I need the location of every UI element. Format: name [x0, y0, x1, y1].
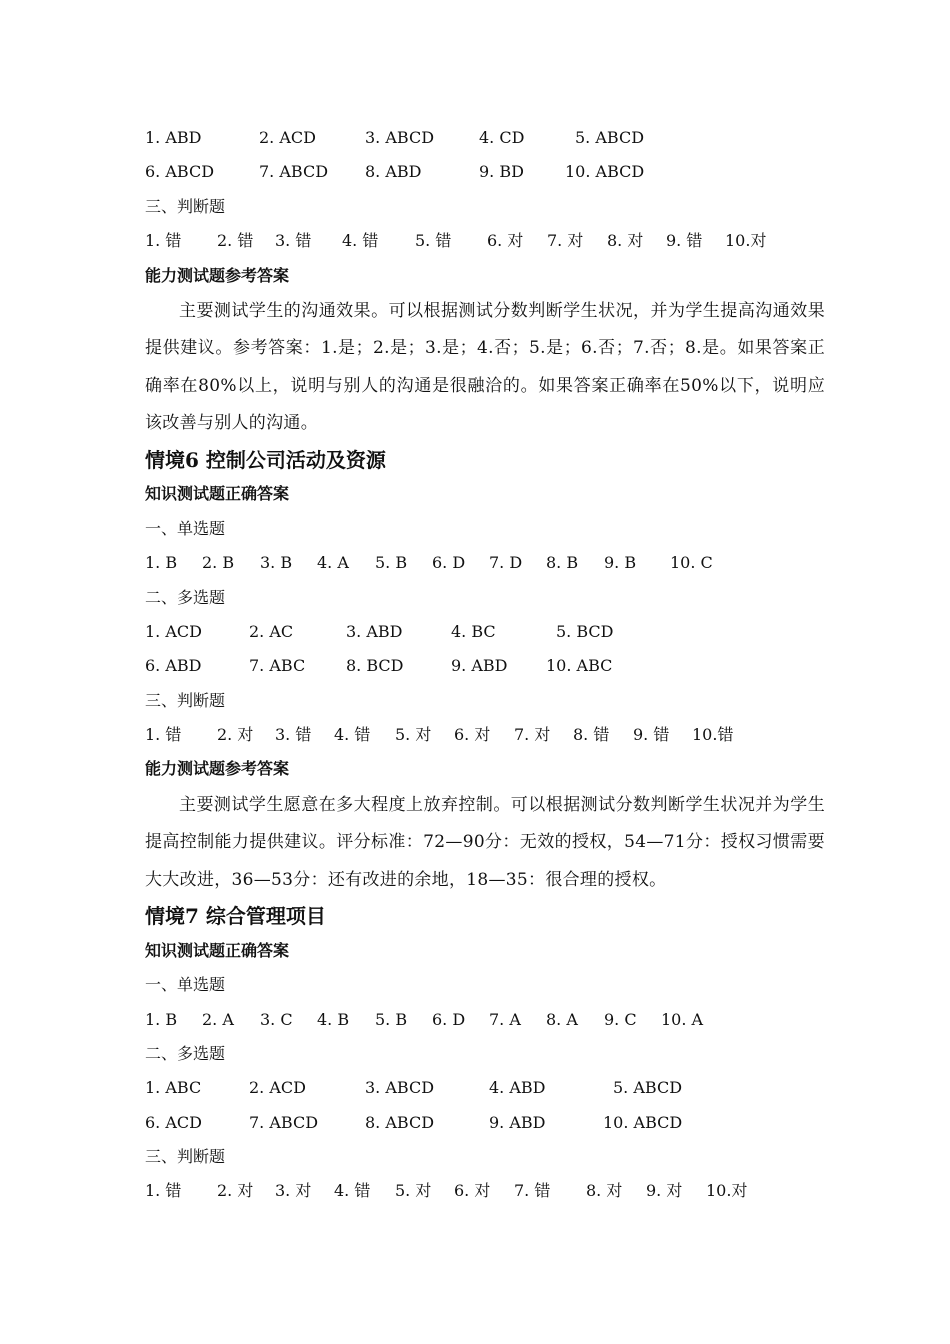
answer: 5. BCD — [556, 621, 614, 641]
ability-answer-text: 主要测试学生愿意在多大程度上放弃控制。可以根据测试分数判断学生状况并为学生提高控制能力提供建议。评分标准：72—90分：无效的授权，54—71分：授权习惯需要大大改进，36—53分：还有改进的余地，18—35：很合理的授权。 — [145, 794, 825, 890]
answer: 2. 错 — [217, 231, 254, 251]
answer: 9. 错 — [633, 725, 670, 745]
multi-choice-row — [145, 1106, 825, 1140]
knowledge-heading: 知识测试题正确答案 — [145, 940, 290, 960]
ability-heading: 能力测试题参考答案 — [145, 759, 290, 779]
answer: 6. ACD — [145, 1112, 202, 1132]
answer: 2. A — [202, 1009, 234, 1029]
ability-answer-text: 主要测试学生的沟通效果。可以根据测试分数判断学生状况，并为学生提高沟通效果提供建议。参考答案：1.是；2.是；3.是；4.否；5.是；6.否；7.否；8.是。如果答案正确率在80%以上，说明与别人的沟通是很融洽的。如果答案正确率在50%以下，说明应该改善与别人的沟通。 — [145, 300, 825, 434]
answer: 7. 对 — [547, 231, 584, 251]
answer: 6. 对 — [454, 725, 491, 745]
answer: 5. B — [375, 553, 408, 573]
true-false-heading: 三、判断题 — [145, 1147, 226, 1167]
knowledge-heading: 知识测试题正确答案 — [145, 484, 290, 504]
answer: 8. 错 — [573, 725, 610, 745]
answer: 5. ABCD — [575, 128, 645, 147]
answer: 2. AC — [249, 621, 294, 641]
answer: 5. 错 — [415, 231, 452, 251]
answer: 10.对 — [725, 231, 767, 251]
answer: 3. B — [260, 553, 293, 573]
single-choice-row — [145, 546, 825, 580]
answer: 7. D — [489, 553, 523, 573]
answer: 2. ACD — [249, 1078, 306, 1098]
answer: 6. 对 — [454, 1181, 491, 1201]
answer: 4. ABD — [489, 1078, 546, 1098]
answer: 3. C — [260, 1009, 293, 1029]
answer: 10. C — [670, 553, 713, 573]
answer: 4. 错 — [334, 1181, 371, 1201]
multi-choice-row — [145, 1071, 825, 1105]
answer: 9. 对 — [646, 1181, 683, 1201]
answer: 10. ABC — [546, 656, 613, 676]
answer: 3. 对 — [275, 1181, 312, 1201]
answer: 3. 错 — [275, 231, 312, 251]
answer: 9. B — [604, 553, 637, 573]
answer: 9. C — [604, 1009, 637, 1029]
answer: 6. ABD — [145, 656, 202, 676]
answer: 1. ACD — [145, 621, 202, 641]
answer: 2. B — [202, 553, 235, 573]
single-choice-heading: 一、单选题 — [145, 975, 226, 995]
answer: 1. B — [145, 1009, 178, 1029]
answer: 2. 对 — [217, 725, 254, 745]
multi-choice-row — [145, 649, 825, 683]
answer: 4. 错 — [334, 725, 371, 745]
answer: 6. 对 — [487, 231, 524, 251]
answer: 10. ABCD — [565, 162, 645, 182]
answer: 5. 对 — [395, 1181, 432, 1201]
answer: 3. ABCD — [365, 128, 435, 147]
situation-title: 情境7 综合管理项目 — [145, 904, 326, 929]
answer: 8. 对 — [586, 1181, 623, 1201]
ability-heading: 能力测试题参考答案 — [145, 265, 290, 285]
answer: 4. B — [317, 1009, 350, 1029]
answer: 9. 错 — [666, 231, 703, 251]
answer: 3. ABCD — [365, 1078, 435, 1098]
answer: 7. A — [489, 1009, 521, 1029]
answer: 10.对 — [706, 1181, 748, 1201]
multi-choice-row — [145, 121, 825, 155]
answer: 4. A — [317, 553, 349, 573]
answer: 10.错 — [692, 725, 734, 745]
answer: 7. ABCD — [259, 162, 329, 182]
answer: 5. B — [375, 1009, 408, 1029]
answer: 7. ABCD — [249, 1112, 319, 1132]
answer: 1. 错 — [145, 231, 182, 251]
answer: 2. 对 — [217, 1181, 254, 1201]
answer: 3. 错 — [275, 725, 312, 745]
true-false-row — [145, 1174, 825, 1208]
true-false-row — [145, 224, 825, 258]
answer: 8. BCD — [346, 656, 404, 676]
answer-key-page — [145, 121, 825, 1209]
answer: 3. ABD — [346, 621, 403, 641]
answer: 10. A — [661, 1009, 704, 1029]
answer: 7. 对 — [514, 725, 551, 745]
answer: 6. D — [432, 553, 466, 573]
answer: 10. ABCD — [603, 1112, 683, 1132]
answer: 8. A — [546, 1009, 578, 1029]
answer: 8. ABD — [365, 162, 422, 182]
answer: 8. ABCD — [365, 1112, 435, 1132]
answer: 8. B — [546, 553, 579, 573]
answer: 4. CD — [479, 128, 525, 147]
answer: 1. ABD — [145, 128, 202, 147]
answer: 7. 错 — [514, 1181, 551, 1201]
answer: 9. ABD — [451, 656, 508, 676]
answer: 6. ABCD — [145, 162, 215, 182]
single-choice-heading: 一、单选题 — [145, 518, 226, 538]
situation-title: 情境6 控制公司活动及资源 — [145, 447, 386, 472]
single-choice-row — [145, 1003, 825, 1037]
answer: 8. 对 — [607, 231, 644, 251]
true-false-row — [145, 718, 825, 752]
true-false-heading: 三、判断题 — [145, 690, 226, 710]
answer: 5. ABCD — [613, 1078, 683, 1098]
multi-choice-row — [145, 615, 825, 649]
answer: 4. BC — [451, 621, 496, 641]
answer: 9. ABD — [489, 1112, 546, 1132]
answer: 1. ABC — [145, 1078, 202, 1098]
answer: 4. 错 — [342, 231, 379, 251]
answer: 2. ACD — [259, 128, 316, 147]
answer: 1. 错 — [145, 725, 182, 745]
answer: 5. 对 — [395, 725, 432, 745]
multi-choice-row — [145, 155, 825, 189]
answer: 1. B — [145, 553, 178, 573]
answer: 9. BD — [479, 162, 524, 182]
multi-choice-heading: 二、多选题 — [145, 587, 226, 607]
true-false-heading: 三、判断题 — [145, 196, 226, 216]
multi-choice-heading: 二、多选题 — [145, 1043, 226, 1063]
answer: 6. D — [432, 1009, 466, 1029]
answer: 1. 错 — [145, 1181, 182, 1201]
answer: 7. ABC — [249, 656, 306, 676]
